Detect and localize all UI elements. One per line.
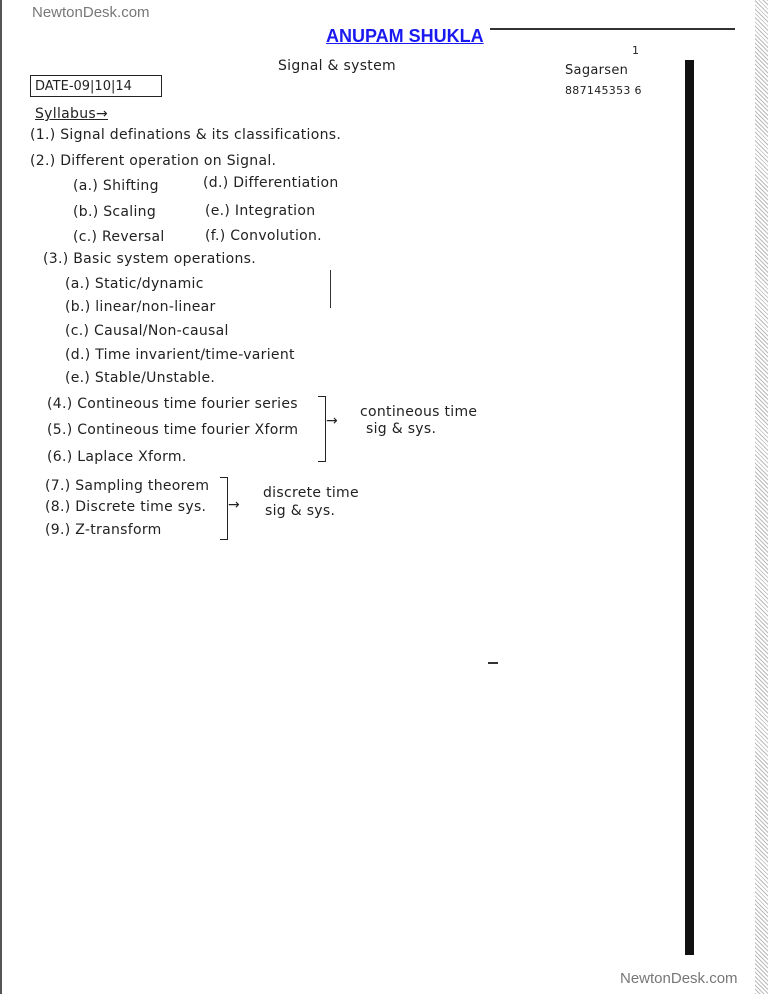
pen-mark: [330, 270, 331, 308]
group-label: discrete time: [263, 485, 359, 501]
continuous-item: (6.) Laplace Xform.: [47, 449, 187, 465]
author-phone: 887145353 6: [565, 84, 642, 97]
top-rule: [490, 28, 735, 30]
operation-item: (e.) Integration: [205, 203, 316, 219]
system-op-item: (d.) Time invarient/time-varient: [65, 347, 295, 363]
system-op-item: (a.) Static/dynamic: [65, 276, 204, 292]
arrow-icon: →: [326, 413, 338, 429]
discrete-item: (9.) Z-transform: [45, 522, 162, 538]
operation-item: (c.) Reversal: [73, 229, 165, 245]
watermark-top: NewtonDesk.com: [32, 4, 150, 21]
bracket: [220, 477, 228, 540]
page-title-link[interactable]: ANUPAM SHUKLA: [326, 26, 484, 46]
date-box: DATE-09|10|14: [30, 75, 162, 97]
syllabus-item: (2.) Different operation on Signal.: [30, 153, 277, 169]
arrow-icon: →: [228, 497, 240, 513]
group-label: sig & sys.: [265, 503, 336, 519]
scan-dark-bar: [685, 60, 694, 955]
syllabus-heading: Syllabus→: [35, 106, 109, 122]
discrete-item: (7.) Sampling theorem: [45, 478, 210, 494]
system-op-item: (e.) Stable/Unstable.: [65, 370, 216, 386]
syllabus-item: (3.) Basic system operations.: [43, 251, 256, 267]
system-op-item: (b.) linear/non-linear: [65, 299, 216, 315]
scan-left-edge: [0, 0, 2, 994]
syllabus-item: (1.) Signal definations & its classifications.: [30, 127, 342, 143]
discrete-item: (8.) Discrete time sys.: [45, 499, 207, 515]
bracket: [318, 396, 326, 462]
page-number: 1: [632, 44, 640, 57]
system-op-item: (c.) Causal/Non-causal: [65, 323, 229, 339]
continuous-item: (4.) Contineous time fourier series: [47, 396, 298, 412]
operation-item: (b.) Scaling: [73, 204, 157, 220]
group-label: sig & sys.: [366, 421, 437, 437]
pen-mark: [488, 662, 498, 664]
continuous-item: (5.) Contineous time fourier Xform: [47, 422, 299, 438]
operation-item: (a.) Shifting: [73, 178, 159, 194]
operation-item: (d.) Differentiation: [203, 175, 339, 191]
group-label: contineous time: [360, 404, 478, 420]
watermark-bottom: NewtonDesk.com: [620, 970, 738, 987]
author-name: Sagarsen: [565, 63, 629, 78]
subject-heading: Signal & system: [278, 58, 396, 74]
operation-item: (f.) Convolution.: [205, 228, 322, 244]
scan-right-edge: [755, 0, 768, 994]
